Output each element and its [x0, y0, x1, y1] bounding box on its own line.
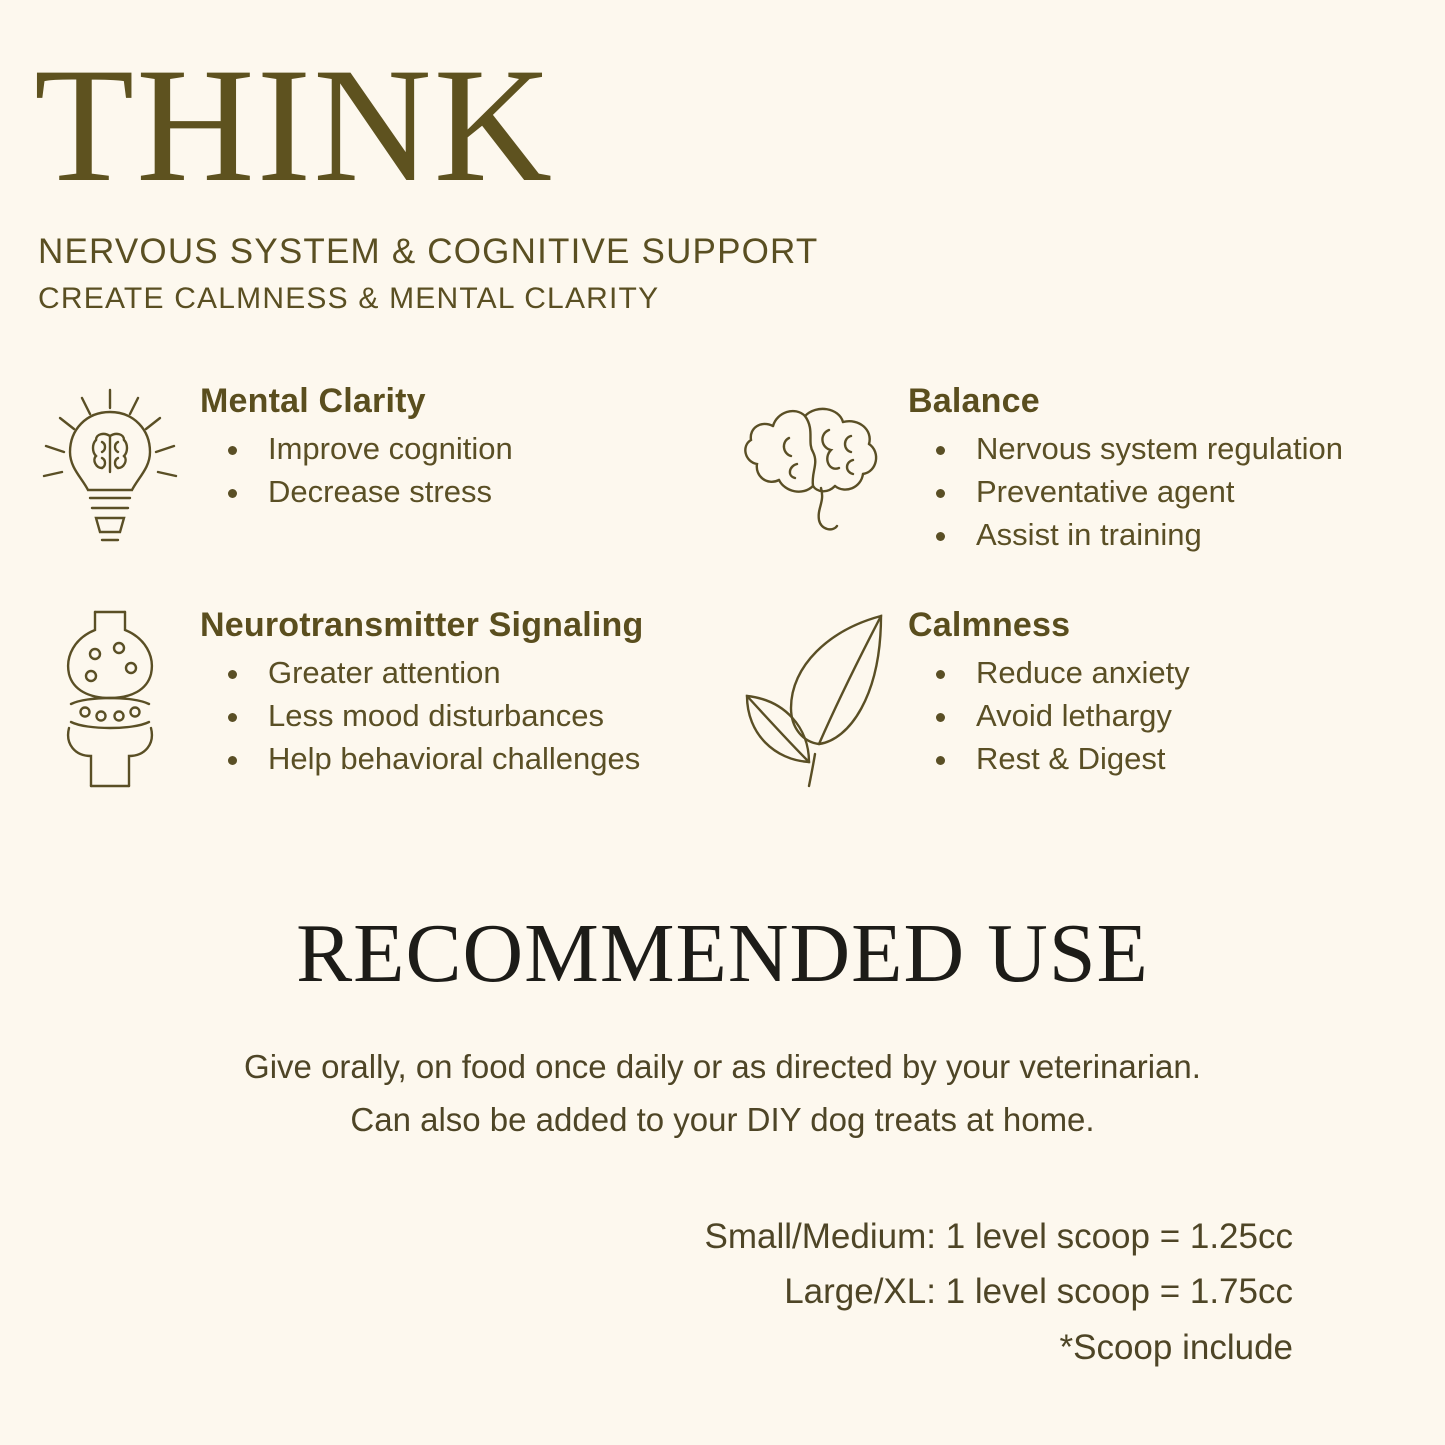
bullet-dot — [936, 532, 945, 541]
list-item — [908, 694, 1190, 737]
benefit-list — [908, 651, 1190, 780]
list-item — [908, 651, 1190, 694]
list-item-label: Help behavioral challenges — [268, 741, 641, 777]
benefit-calmness — [722, 598, 1445, 794]
leaf-icon — [728, 598, 908, 789]
benefit-title: Balance — [908, 381, 1040, 420]
benefits-grid — [0, 374, 1445, 794]
list-item — [908, 470, 1343, 513]
dosing-small-medium: Small/Medium: 1 level scoop = 1.25cc — [704, 1216, 1293, 1256]
recommended-use-paragraph — [133, 1040, 1313, 1147]
dosing-scoop-note: *Scoop include — [1059, 1327, 1293, 1367]
subtitle-secondary: CREATE CALMNESS & MENTAL CLARITY — [38, 281, 660, 315]
recommended-use-title: RECOMMENDED USE — [296, 907, 1149, 1001]
list-item — [200, 694, 643, 737]
bullet-dot — [936, 756, 945, 765]
recommended-use-line-1: Give orally, on food once daily or as directed by your veterinarian. — [244, 1048, 1201, 1086]
list-item — [200, 470, 513, 513]
benefit-title: Calmness — [908, 606, 1071, 645]
benefit-balance — [722, 374, 1445, 556]
subtitle-primary: NERVOUS SYSTEM & COGNITIVE SUPPORT — [38, 231, 819, 271]
list-item — [908, 427, 1343, 470]
bullet-dot — [936, 670, 945, 679]
synapse-icon — [20, 598, 200, 794]
list-item — [200, 651, 643, 694]
header — [0, 0, 1445, 316]
list-item-label: Preventative agent — [976, 473, 1235, 509]
bullet-dot — [228, 489, 237, 498]
bullet-dot — [228, 670, 237, 679]
benefit-mental-clarity — [0, 374, 722, 556]
list-item — [908, 737, 1190, 780]
page-title: THINK — [34, 35, 555, 216]
list-item-label: Reduce anxiety — [976, 655, 1190, 691]
list-item-label: Rest & Digest — [976, 741, 1166, 777]
list-item-label: Greater attention — [268, 655, 501, 691]
bullet-dot — [936, 713, 945, 722]
bullet-dot — [228, 756, 237, 765]
benefit-list — [200, 427, 513, 513]
benefit-body — [200, 374, 513, 513]
dosing-large-xl: Large/XL: 1 level scoop = 1.75cc — [784, 1272, 1293, 1312]
benefit-body — [200, 598, 643, 780]
list-item — [200, 737, 643, 780]
brain-icon — [728, 374, 908, 540]
bullet-dot — [228, 446, 237, 455]
benefit-list — [200, 651, 643, 780]
recommended-use-section — [0, 907, 1445, 1375]
benefit-list — [908, 427, 1343, 556]
benefit-neurotransmitter-signaling — [0, 598, 722, 794]
benefit-title: Mental Clarity — [200, 381, 426, 420]
benefit-body — [908, 374, 1343, 556]
list-item-label: Less mood disturbances — [268, 698, 605, 734]
list-item-label: Decrease stress — [268, 473, 492, 509]
list-item-label: Improve cognition — [268, 430, 513, 466]
list-item-label: Assist in training — [976, 516, 1202, 552]
list-item — [908, 513, 1343, 556]
bullet-dot — [228, 713, 237, 722]
list-item — [200, 427, 513, 470]
list-item-label: Avoid lethargy — [976, 698, 1172, 734]
recommended-use-line-2: Can also be added to your DIY dog treats at home. — [350, 1101, 1095, 1139]
lightbulb-brain-icon — [20, 374, 200, 550]
benefit-body — [908, 598, 1190, 780]
benefit-title: Neurotransmitter Signaling — [200, 606, 644, 645]
list-item-label: Nervous system regulation — [976, 430, 1343, 466]
bullet-dot — [936, 489, 945, 498]
bullet-dot — [936, 446, 945, 455]
dosing-instructions — [0, 1209, 1445, 1375]
